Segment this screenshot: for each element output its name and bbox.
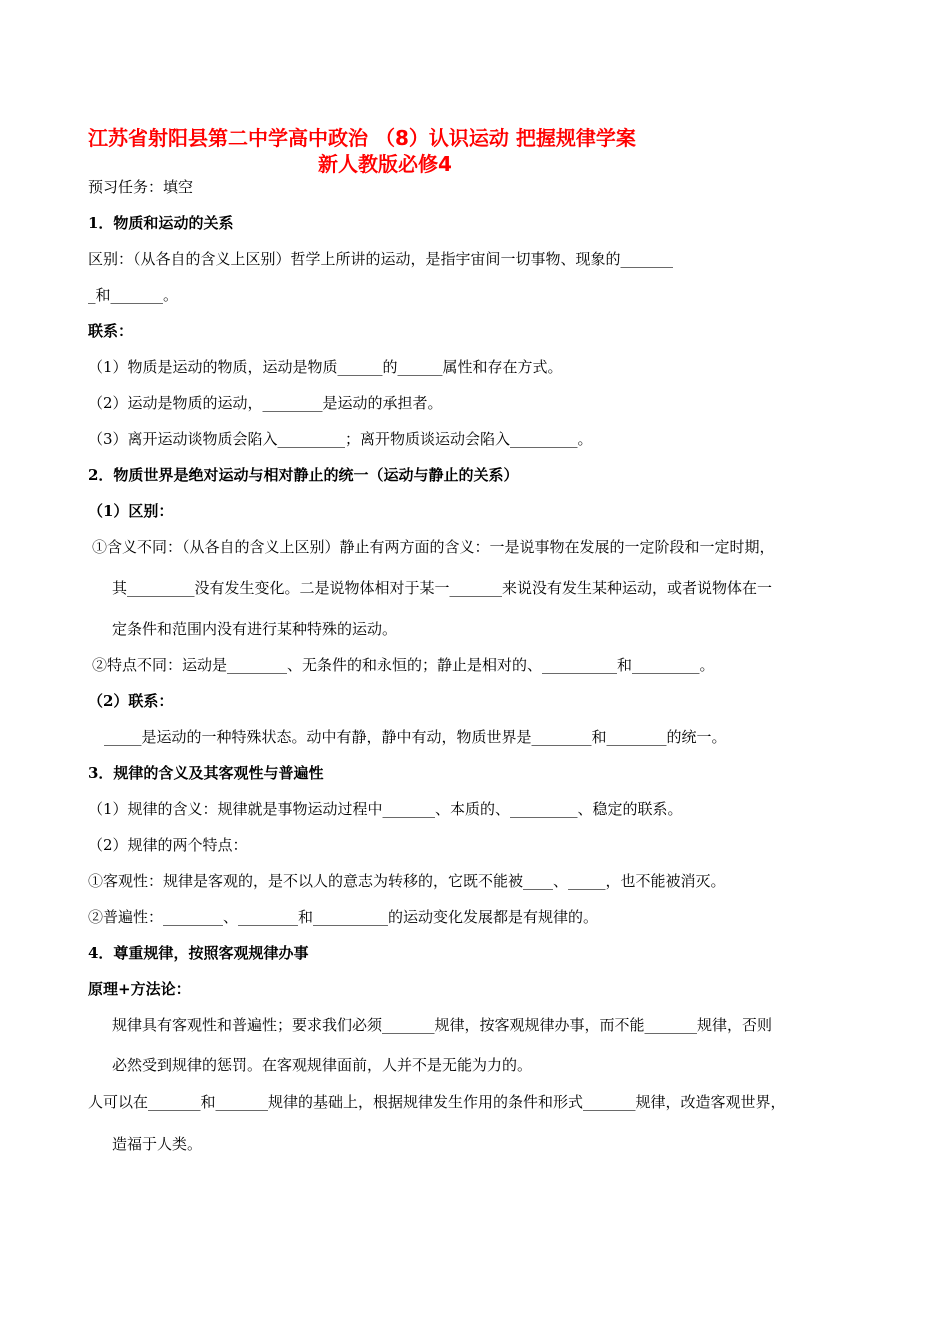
section-heading-3: 3．规律的含义及其客观性与普遍性 <box>88 764 324 782</box>
list-item-3-1: （1）规律的含义：规律就是事物运动过程中_______、本质的、_________、稳定的联系。 <box>88 800 683 818</box>
text-line-principle-2: 必然受到规律的惩罚。在客观规律面前，人并不是无能为力的。 <box>112 1056 533 1074</box>
text-line-stillness: _____是运动的一种特殊状态。动中有静，静中有动，物质世界是________和________的统一。 <box>104 728 727 746</box>
text-line-universality: ②普遍性：________、________和__________的运动变化发展都是有规律的。 <box>88 908 599 926</box>
list-item-1-3: （3）离开运动谈物质会陷入_________；离开物质谈运动会陷入_________。 <box>88 430 593 448</box>
text-line-difference-cont: _和_______。 <box>88 286 179 304</box>
document-title-line1: 江苏省射阳县第二中学高中政治 （8）认识运动 把握规律学案 <box>88 126 636 150</box>
text-line-difference: 区别：（从各自的含义上区别）哲学上所讲的运动，是指宇宙间一切事物、现象的_______ <box>88 250 674 268</box>
text-line-objectivity: ①客观性：规律是客观的，是不以人的意志为转移的，它既不能被____、_____，也不能被消灭。 <box>88 872 726 890</box>
list-item-1-2: （2）运动是物质的运动，________是运动的承担者。 <box>88 394 443 412</box>
text-line-meaning: ①含义不同：（从各自的含义上区别）静止有两方面的含义：一是说事物在发展的一定阶段和一定时期， <box>92 538 775 556</box>
subheading-connection: 联系： <box>88 322 134 340</box>
list-item-3-2: （2）规律的两个特点： <box>88 836 248 854</box>
list-item-1-1: （1）物质是运动的物质，运动是物质______的______属性和存在方式。 <box>88 358 563 376</box>
text-line-principle-3: 人可以在_______和_______规律的基础上，根据规律发生作用的条件和形式_______规律，改造客观世界， <box>88 1093 786 1111</box>
text-line-principle-4: 造福于人类。 <box>112 1135 203 1153</box>
subheading-difference: （1）区别： <box>88 502 174 520</box>
subheading-principle: 原理+方法论： <box>88 980 191 998</box>
section-heading-4: 4．尊重规律，按照客观规律办事 <box>88 944 309 962</box>
text-line-meaning-cont2: 定条件和范围内没有进行某种特殊的运动。 <box>112 620 398 638</box>
text-line-meaning-cont1: 其_________没有发生变化。二是说物体相对于某一_______来说没有发生某种运动，或者说物体在一 <box>112 579 773 597</box>
subheading-connection-2: （2）联系： <box>88 692 174 710</box>
document-title-line2: 新人教版必修4 <box>318 152 452 176</box>
preview-task-label: 预习任务：填空 <box>88 178 194 196</box>
text-line-principle-1: 规律具有客观性和普遍性；要求我们必须_______规律，按客观规律办事，而不能_______规律，否则 <box>112 1016 773 1034</box>
section-heading-1: 1．物质和运动的关系 <box>88 214 234 232</box>
section-heading-2: 2．物质世界是绝对运动与相对静止的统一（运动与静止的关系） <box>88 466 519 484</box>
text-line-features: ②特点不同：运动是________、无条件的和永恒的；静止是相对的、__________和_________。 <box>92 656 715 674</box>
